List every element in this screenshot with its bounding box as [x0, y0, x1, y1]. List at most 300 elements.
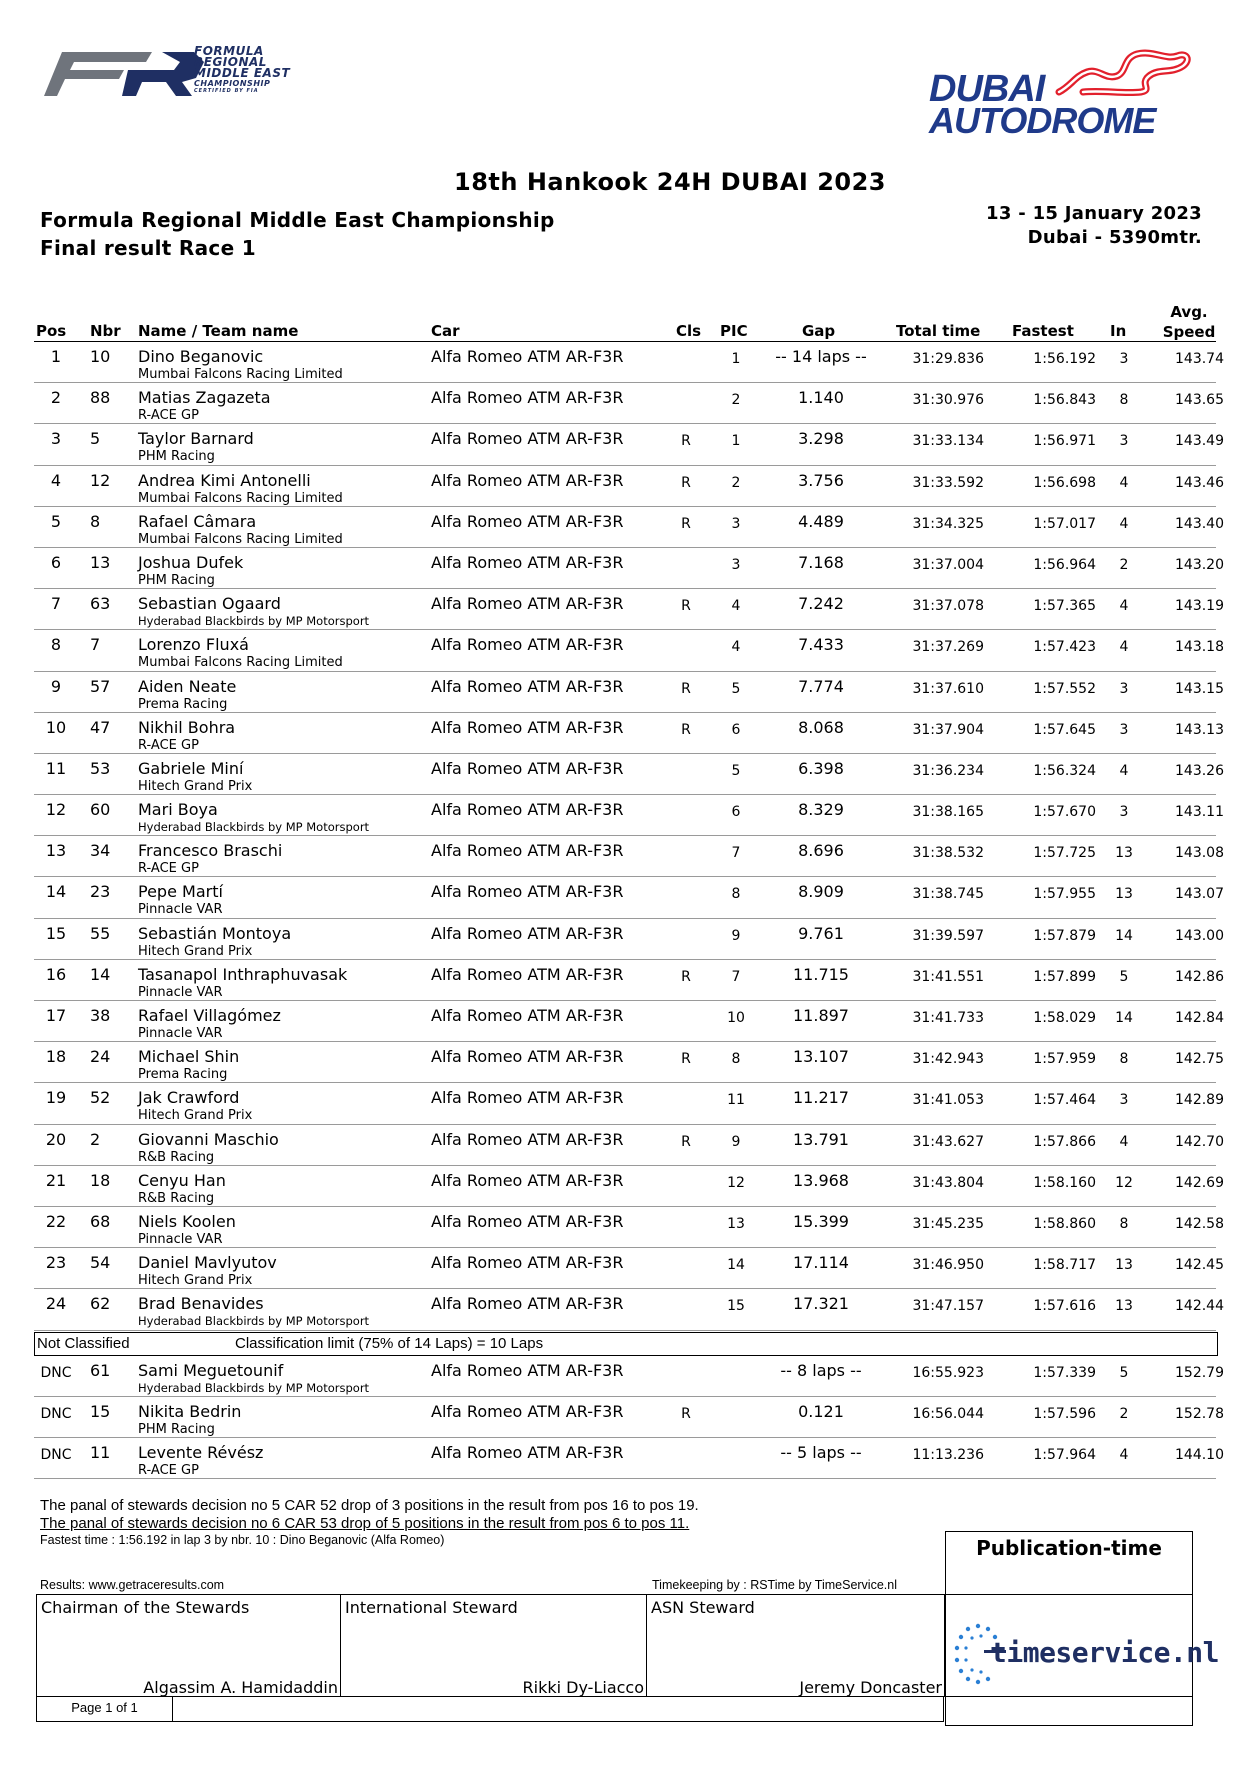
cell-total-time: 31:37.078 [912, 598, 984, 615]
cell-fastest: 1:57.616 [1033, 1298, 1096, 1315]
cell-pos: 22 [45, 1211, 67, 1231]
cell-gap: 17.114 [793, 1253, 849, 1273]
cell-pos: 10 [45, 717, 67, 737]
cell-pic: 9 [731, 1133, 741, 1150]
cell-team-name: Mumbai Falcons Racing Limited [138, 531, 343, 547]
cell-in-lap: 13 [1115, 845, 1133, 862]
cell-nbr: 11 [90, 1442, 111, 1462]
cell-car: Alfa Romeo ATM AR-F3R [431, 1129, 624, 1149]
cell-team-name: Hitech Grand Prix [138, 778, 253, 794]
cell-team-name: Mumbai Falcons Racing Limited [138, 655, 343, 671]
cell-nbr: 10 [90, 347, 111, 366]
result-row [34, 960, 1224, 1001]
cell-pos: 15 [45, 923, 67, 943]
cell-team-name: Hitech Grand Prix [138, 1273, 253, 1289]
col-in: In [1110, 322, 1127, 340]
cell-driver-name: Nikhil Bohra [138, 717, 236, 737]
cell-car: Alfa Romeo ATM AR-F3R [431, 1088, 624, 1108]
cell-pos: 5 [50, 511, 62, 531]
results-rows [34, 342, 1224, 1331]
cell-car: Alfa Romeo ATM AR-F3R [431, 1442, 624, 1462]
signature-name: Algassim A. Hamidaddin [143, 1678, 338, 1697]
cell-in-lap: 13 [1115, 1298, 1133, 1315]
cell-driver-name: Niels Koolen [138, 1211, 236, 1231]
cell-driver-name: Dino Beganovic [138, 347, 264, 366]
cell-avg-speed: 143.20 [1175, 556, 1224, 573]
cell-in-lap: 2 [1119, 1405, 1129, 1422]
cell-total-time: 31:43.804 [912, 1174, 984, 1191]
cell-total-time: 31:47.157 [912, 1298, 984, 1315]
page-box [36, 1696, 944, 1722]
cell-nbr: 7 [90, 635, 101, 655]
signature-international [341, 1595, 647, 1696]
cell-in-lap: 14 [1115, 1010, 1133, 1026]
cell-pic: 2 [731, 474, 741, 491]
cell-fastest: 1:57.879 [1033, 927, 1096, 944]
steward-note-2: The panal of stewards decision no 6 CAR 53 drop of 5 positions in the result from pos 6 to pos 11. [40, 1515, 690, 1532]
cell-avg-speed: 143.11 [1175, 804, 1224, 821]
cell-gap: 9.761 [798, 923, 844, 943]
cell-driver-name: Daniel Mavlyutov [138, 1253, 277, 1273]
cell-nbr: 52 [90, 1088, 111, 1108]
cell-driver-name: Rafael Villagómez [138, 1006, 281, 1025]
not-classified-bar [34, 1332, 1218, 1356]
championship-title: Formula Regional Middle East Championship [40, 208, 555, 232]
cell-team-name: PHM Racing [138, 572, 215, 588]
cell-avg-speed: 142.45 [1175, 1257, 1224, 1274]
cell-avg-speed: 143.74 [1175, 351, 1224, 367]
cell-driver-name: Sami Meguetounif [138, 1360, 284, 1380]
not-classified-row [34, 1356, 1224, 1397]
cell-car: Alfa Romeo ATM AR-F3R [431, 511, 624, 531]
cell-driver-name: Gabriele Miní [138, 758, 244, 778]
cell-nbr: 13 [90, 552, 111, 572]
cell-driver-name: Pepe Martí [138, 882, 223, 902]
result-row [34, 672, 1224, 713]
cell-team-name: Hitech Grand Prix [138, 1108, 253, 1124]
cell-in-lap: 4 [1119, 1133, 1129, 1150]
cell-nbr: 60 [90, 800, 111, 820]
cell-driver-name: Mari Boya [138, 800, 218, 820]
cell-gap: -- 14 laps -- [775, 347, 867, 366]
signature-role: ASN Steward [651, 1598, 755, 1617]
cell-team-name: R-ACE GP [138, 861, 199, 877]
cell-car: Alfa Romeo ATM AR-F3R [431, 635, 624, 655]
cell-fastest: 1:58.029 [1033, 1010, 1096, 1026]
dubai-logo-line2: AUTODROME [929, 100, 1156, 141]
cell-team-name: R-ACE GP [138, 737, 199, 753]
cell-total-time: 31:37.904 [912, 721, 984, 738]
cell-in-lap: 4 [1119, 474, 1129, 491]
cell-gap: 3.298 [798, 429, 844, 449]
cell-pic: 7 [731, 845, 741, 862]
cell-pic: 12 [727, 1174, 745, 1191]
cell-nbr: 68 [90, 1211, 111, 1231]
cell-in-lap: 3 [1119, 433, 1129, 450]
cell-avg-speed: 152.79 [1175, 1364, 1224, 1381]
cell-avg-speed: 142.58 [1175, 1215, 1224, 1232]
result-row [34, 713, 1224, 754]
cell-driver-name: Michael Shin [138, 1047, 240, 1067]
cell-fastest: 1:57.365 [1033, 598, 1096, 615]
cell-pic: 10 [727, 1010, 745, 1026]
cell-in-lap: 5 [1119, 968, 1129, 985]
cell-pic: 3 [731, 515, 741, 532]
cell-car: Alfa Romeo ATM AR-F3R [431, 800, 624, 820]
cell-driver-name: Matias Zagazeta [138, 388, 271, 408]
cell-avg-speed: 144.10 [1175, 1446, 1224, 1463]
not-classified-row [34, 1438, 1224, 1479]
cell-car: Alfa Romeo ATM AR-F3R [431, 388, 624, 408]
cell-gap: 3.756 [798, 470, 844, 490]
cell-total-time: 31:37.269 [912, 639, 984, 656]
cell-nbr: 61 [90, 1360, 111, 1380]
cell-nbr: 23 [90, 882, 111, 902]
cell-class: R [681, 721, 691, 738]
page-number: Page 1 of 1 [37, 1697, 173, 1721]
classification-limit: Classification limit (75% of 14 Laps) = 10 Laps [235, 1334, 544, 1352]
cell-total-time: 31:43.627 [912, 1133, 984, 1150]
cell-gap: 17.321 [793, 1294, 849, 1314]
cell-pos: DNC [40, 1364, 72, 1381]
col-avg-line1: Avg. [1170, 303, 1208, 321]
cell-gap: 4.489 [798, 511, 844, 531]
cell-total-time: 31:37.610 [912, 680, 984, 697]
cell-team-name: R&B Racing [138, 1190, 215, 1206]
table-header [34, 298, 1216, 342]
cell-pic: 4 [731, 598, 741, 615]
date-range: 13 - 15 January 2023 [986, 203, 1202, 224]
cell-in-lap: 4 [1119, 1446, 1129, 1463]
cell-fastest: 1:57.899 [1033, 968, 1096, 985]
cell-car: Alfa Romeo ATM AR-F3R [431, 1360, 624, 1380]
cell-car: Alfa Romeo ATM AR-F3R [431, 1170, 624, 1190]
signature-name: Jeremy Doncaster [799, 1678, 942, 1697]
cell-class: R [681, 1405, 691, 1422]
result-row [34, 383, 1224, 424]
cell-avg-speed: 142.86 [1175, 968, 1224, 985]
steward-note-1: The panal of stewards decision no 5 CAR 52 drop of 3 positions in the result from pos 16 to pos 19. [40, 1497, 699, 1514]
cell-gap: -- 5 laps -- [780, 1442, 862, 1462]
cell-in-lap: 2 [1119, 556, 1129, 573]
cell-fastest: 1:56.843 [1033, 392, 1096, 409]
cell-fastest: 1:57.955 [1033, 886, 1096, 903]
result-row [34, 836, 1224, 877]
cell-fastest: 1:56.698 [1033, 474, 1096, 491]
cell-team-name: Mumbai Falcons Racing Limited [138, 367, 343, 382]
cell-fastest: 1:57.464 [1033, 1092, 1096, 1109]
results-website: Results: www.getraceresults.com [40, 1578, 225, 1592]
cell-in-lap: 13 [1115, 886, 1133, 903]
cell-class: R [681, 1051, 691, 1068]
cell-team-name: PHM Racing [138, 1421, 215, 1437]
cell-gap: 1.140 [798, 388, 844, 408]
cell-fastest: 1:57.596 [1033, 1405, 1096, 1422]
event-title: 18th Hankook 24H DUBAI 2023 [454, 168, 886, 196]
col-total: Total time [896, 322, 981, 340]
signature-name: Rikki Dy-Liacco [522, 1678, 644, 1697]
cell-pos: 21 [45, 1170, 67, 1190]
col-avg-speed [1154, 302, 1224, 342]
result-row [34, 1166, 1224, 1207]
cell-total-time: 16:55.923 [912, 1364, 984, 1381]
cell-in-lap: 3 [1119, 721, 1129, 738]
cell-total-time: 31:34.325 [912, 515, 984, 532]
cell-total-time: 31:39.597 [912, 927, 984, 944]
cell-total-time: 31:38.165 [912, 804, 984, 821]
not-classified-row [34, 1397, 1224, 1438]
cell-fastest: 1:58.860 [1033, 1215, 1096, 1232]
cell-nbr: 12 [90, 470, 111, 490]
cell-total-time: 31:30.976 [912, 392, 984, 409]
cell-pos: 9 [50, 676, 62, 696]
cell-nbr: 57 [90, 676, 111, 696]
cell-pos: 18 [45, 1047, 67, 1067]
cell-nbr: 2 [90, 1129, 101, 1149]
cell-fastest: 1:57.645 [1033, 721, 1096, 738]
result-row [34, 1125, 1224, 1166]
cell-car: Alfa Romeo ATM AR-F3R [431, 1253, 624, 1273]
cell-avg-speed: 142.44 [1175, 1298, 1224, 1315]
cell-driver-name: Brad Benavides [138, 1294, 264, 1314]
cell-car: Alfa Romeo ATM AR-F3R [431, 882, 624, 902]
not-classified-rows [34, 1356, 1224, 1480]
result-row [34, 424, 1224, 465]
cell-total-time: 11:13.236 [912, 1446, 984, 1463]
cell-avg-speed: 143.49 [1175, 433, 1224, 450]
cell-pos: 6 [50, 552, 62, 572]
cell-avg-speed: 143.19 [1175, 598, 1224, 615]
cell-driver-name: Joshua Dufek [138, 552, 244, 572]
cell-car: Alfa Romeo ATM AR-F3R [431, 347, 624, 366]
cell-nbr: 62 [90, 1294, 111, 1314]
cell-team-name: Hyderabad Blackbirds by MP Motorsport [138, 820, 370, 835]
fastest-lap-info: Fastest time : 1:56.192 in lap 3 by nbr. 10 : Dino Beganovic (Alfa Romeo) [40, 1533, 445, 1547]
cell-team-name: Hyderabad Blackbirds by MP Motorsport [138, 1380, 370, 1395]
dubai-logo-line1: DUBAI [929, 68, 1045, 110]
cell-fastest: 1:57.959 [1033, 1051, 1096, 1068]
cell-pos: 24 [45, 1294, 67, 1314]
cell-fastest: 1:57.964 [1033, 1446, 1096, 1463]
cell-fastest: 1:58.717 [1033, 1257, 1096, 1274]
cell-class: R [681, 598, 691, 615]
cell-driver-name: Nikita Bedrin [138, 1401, 242, 1421]
cell-avg-speed: 143.26 [1175, 762, 1224, 779]
cell-gap: 11.715 [793, 964, 849, 984]
cell-team-name: Hyderabad Blackbirds by MP Motorsport [138, 1314, 370, 1329]
cell-driver-name: Taylor Barnard [138, 429, 254, 449]
fr-logo [44, 44, 306, 100]
cell-pos: DNC [40, 1446, 72, 1463]
cell-nbr: 34 [90, 841, 111, 861]
cell-total-time: 31:33.592 [912, 474, 984, 491]
cell-team-name: Hyderabad Blackbirds by MP Motorsport [138, 614, 370, 629]
cell-gap: 7.168 [798, 552, 844, 572]
col-cls: Cls [676, 322, 702, 340]
cell-car: Alfa Romeo ATM AR-F3R [431, 1047, 624, 1067]
fr-logo-text: FORMULA REGIONAL MIDDLE EAST CHAMPIONSHIP CERTIFIED BY FIA [194, 44, 291, 94]
cell-pos: 8 [50, 635, 62, 655]
timeservice-logo-text: timeservice.nl [990, 1636, 1220, 1669]
cell-pos: 17 [45, 1006, 67, 1025]
cell-pic: 9 [731, 927, 741, 944]
cell-in-lap: 3 [1119, 680, 1129, 697]
cell-pic: 7 [731, 968, 741, 985]
cell-team-name: Hitech Grand Prix [138, 943, 253, 959]
cell-pos: 2 [50, 388, 62, 408]
col-pos: Pos [36, 322, 67, 340]
cell-in-lap: 3 [1119, 351, 1129, 367]
cell-gap: 11.217 [793, 1088, 849, 1108]
cell-fastest: 1:57.552 [1033, 680, 1096, 697]
cell-team-name: Mumbai Falcons Racing Limited [138, 490, 343, 506]
cell-pos: 3 [50, 429, 62, 449]
cell-total-time: 31:38.532 [912, 845, 984, 862]
cell-gap: 13.107 [793, 1047, 849, 1067]
cell-car: Alfa Romeo ATM AR-F3R [431, 1401, 624, 1421]
cell-in-lap: 13 [1115, 1257, 1133, 1274]
fr-logo-mark [44, 48, 204, 98]
cell-fastest: 1:57.339 [1033, 1364, 1096, 1381]
signature-chairman [37, 1595, 341, 1696]
cell-team-name: Pinnacle VAR [138, 1026, 223, 1041]
result-row [34, 1207, 1224, 1248]
cell-pic: 5 [731, 762, 741, 779]
cell-team-name: R&B Racing [138, 1149, 215, 1165]
cell-pos: 16 [45, 964, 67, 984]
cell-car: Alfa Romeo ATM AR-F3R [431, 552, 624, 572]
result-row [34, 630, 1224, 671]
cell-total-time: 31:29.836 [912, 351, 984, 367]
cell-in-lap: 4 [1119, 762, 1129, 779]
cell-gap: -- 8 laps -- [780, 1360, 862, 1380]
cell-avg-speed: 143.40 [1175, 515, 1224, 532]
cell-gap: 7.242 [798, 594, 844, 614]
cell-in-lap: 8 [1119, 392, 1129, 409]
cell-avg-speed: 143.13 [1175, 721, 1224, 738]
cell-fastest: 1:57.725 [1033, 845, 1096, 862]
cell-gap: 13.968 [793, 1170, 849, 1190]
cell-nbr: 47 [90, 717, 111, 737]
result-row [34, 342, 1224, 383]
cell-gap: 7.774 [798, 676, 844, 696]
cell-team-name: Prema Racing [138, 696, 228, 712]
cell-pic: 6 [731, 721, 741, 738]
result-row [34, 1042, 1224, 1083]
col-pic: PIC [720, 322, 748, 340]
cell-driver-name: Cenyu Han [138, 1170, 226, 1190]
cell-in-lap: 12 [1115, 1174, 1133, 1191]
cell-nbr: 18 [90, 1170, 111, 1190]
cell-nbr: 15 [90, 1401, 111, 1421]
cell-avg-speed: 142.89 [1175, 1092, 1224, 1109]
result-row [34, 877, 1224, 918]
cell-avg-speed: 143.15 [1175, 680, 1224, 697]
cell-total-time: 31:37.004 [912, 556, 984, 573]
cell-pos: 7 [50, 594, 62, 614]
cell-in-lap: 8 [1119, 1215, 1129, 1232]
col-nbr: Nbr [90, 322, 121, 340]
cell-total-time: 31:45.235 [912, 1215, 984, 1232]
col-car: Car [431, 322, 460, 340]
cell-gap: 8.068 [798, 717, 844, 737]
cell-avg-speed: 143.00 [1175, 927, 1224, 944]
result-row [34, 754, 1224, 795]
result-row [34, 795, 1224, 836]
cell-pic: 11 [727, 1092, 745, 1109]
timeservice-logo [948, 1620, 1220, 1696]
not-classified-label: Not Classified [37, 1334, 130, 1352]
cell-fastest: 1:58.160 [1033, 1174, 1096, 1191]
cell-fastest: 1:56.192 [1033, 351, 1096, 367]
event-dates [986, 202, 1202, 250]
dubai-autodrome-logo [925, 46, 1205, 141]
col-fastest: Fastest [1012, 322, 1074, 340]
cell-in-lap: 5 [1119, 1364, 1129, 1381]
cell-gap: 13.791 [793, 1129, 849, 1149]
cell-driver-name: Francesco Braschi [138, 841, 283, 861]
publication-title: Publication-time [976, 1536, 1162, 1560]
cell-pic: 1 [731, 433, 741, 450]
cell-car: Alfa Romeo ATM AR-F3R [431, 594, 624, 614]
cell-nbr: 88 [90, 388, 111, 408]
cell-in-lap: 8 [1119, 1051, 1129, 1068]
result-row [34, 1083, 1224, 1124]
track-outline-icon [1053, 46, 1193, 98]
cell-pic: 15 [727, 1298, 745, 1315]
signature-role: Chairman of the Stewards [41, 1598, 250, 1617]
cell-nbr: 8 [90, 511, 101, 531]
cell-pos: 23 [45, 1253, 67, 1273]
cell-avg-speed: 142.70 [1175, 1133, 1224, 1150]
cell-gap: 15.399 [793, 1211, 849, 1231]
cell-in-lap: 4 [1119, 515, 1129, 532]
cell-avg-speed: 143.65 [1175, 392, 1224, 409]
cell-avg-speed: 143.08 [1175, 845, 1224, 862]
cell-team-name: Pinnacle VAR [138, 984, 223, 1000]
col-avg-line2: Speed [1162, 323, 1216, 341]
cell-driver-name: Andrea Kimi Antonelli [138, 470, 311, 490]
cell-total-time: 31:33.134 [912, 433, 984, 450]
cell-pos: 4 [50, 470, 62, 490]
cell-gap: 0.121 [798, 1401, 844, 1421]
cell-pos: 12 [45, 800, 67, 820]
cell-pos: 20 [45, 1129, 67, 1149]
cell-in-lap: 4 [1119, 598, 1129, 615]
result-row [34, 589, 1224, 630]
cell-gap: 11.897 [793, 1006, 849, 1025]
cell-total-time: 31:46.950 [912, 1257, 984, 1274]
cell-class: R [681, 680, 691, 697]
cell-pic: 14 [727, 1257, 745, 1274]
cell-avg-speed: 142.84 [1175, 1010, 1224, 1026]
results-table [34, 298, 1224, 1479]
cell-gap: 8.909 [798, 882, 844, 902]
cell-pic: 13 [727, 1215, 745, 1232]
cell-fastest: 1:57.866 [1033, 1133, 1096, 1150]
result-row [34, 466, 1224, 507]
cell-team-name: Prema Racing [138, 1067, 228, 1083]
cell-gap: 8.696 [798, 841, 844, 861]
cell-class: R [681, 968, 691, 985]
cell-car: Alfa Romeo ATM AR-F3R [431, 841, 624, 861]
cell-fastest: 1:57.423 [1033, 639, 1096, 656]
cell-pos: 11 [45, 758, 67, 778]
cell-in-lap: 3 [1119, 1092, 1129, 1109]
cell-total-time: 31:41.053 [912, 1092, 984, 1109]
cell-pic: 2 [731, 392, 741, 409]
cell-pic: 4 [731, 639, 741, 656]
